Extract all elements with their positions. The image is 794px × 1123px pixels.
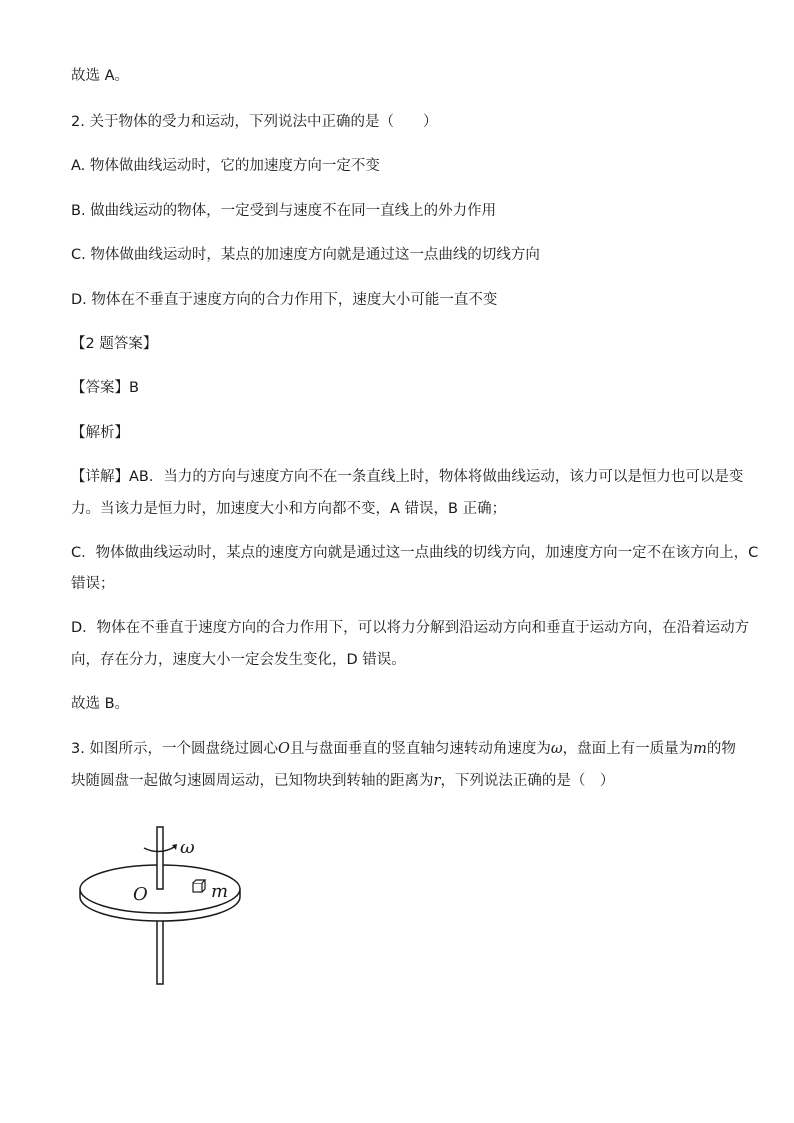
- q3-stem-line2: [71, 771, 614, 791]
- q3-stem-text: ，下列说法正确的是（ ）: [440, 773, 615, 789]
- q2-answer: 【答案】B: [71, 380, 139, 396]
- q2-answer-header: 【2 题答案】: [71, 336, 158, 352]
- q3-stem-text: 3. 如图所示，一个圆盘绕过圆心: [71, 741, 278, 757]
- q2-option-b: B. 做曲线运动的物体，一定受到与速度不在同一直线上的外力作用: [71, 203, 497, 219]
- q2-analysis-header: 【解析】: [71, 425, 129, 441]
- upper-axle: [157, 827, 163, 889]
- rotation-arrowhead-icon: [172, 844, 177, 850]
- q2-detail-c-line2: 错误；: [71, 576, 115, 592]
- q2-stem: 2. 关于物体的受力和运动，下列说法中正确的是（ ）: [71, 114, 438, 130]
- rotating-disk-figure: [70, 815, 250, 990]
- q2-option-a: A. 物体做曲线运动时，它的加速度方向一定不变: [71, 158, 380, 174]
- q2-option-d: D. 物体在不垂直于速度方向的合力作用下，速度大小可能一直不变: [71, 292, 498, 308]
- q3-stem-text: 的物: [706, 741, 736, 757]
- q2-detail-c-line1: C．物体做曲线运动时，某点的速度方向就是通过这一点曲线的切线方向，加速度方向一定不在该方向上，C: [71, 545, 759, 561]
- q3-radius-symbol: r: [433, 773, 441, 789]
- q3-stem-line1: [71, 739, 736, 759]
- center-label: O: [133, 884, 148, 905]
- q3-stem-text: ，盘面上有一质量为: [562, 741, 694, 757]
- q3-stem-text: 且与盘面垂直的竖直轴匀速转动角速度为: [289, 741, 551, 757]
- q3-center-symbol: O: [277, 741, 290, 757]
- lower-axle: [157, 912, 163, 984]
- q2-conclusion: 故选 B。: [71, 696, 130, 712]
- q2-option-c: C. 物体做曲线运动时，某点的加速度方向就是通过这一点曲线的切线方向: [71, 247, 540, 263]
- q2-detail-ab-line1: 【详解】AB．当力的方向与速度方向不在一条直线上时，物体将做曲线运动，该力可以是恒力也可以是变: [71, 469, 744, 485]
- q3-mass-symbol: m: [693, 741, 707, 757]
- q1-conclusion: 故选 A。: [71, 68, 130, 84]
- q3-omega-symbol: ω: [550, 741, 563, 757]
- omega-label: ω: [180, 837, 195, 858]
- q2-detail-d-line1: D．物体在不垂直于速度方向的合力作用下，可以将力分解到沿运动方向和垂直于运动方向，在沿着运动方: [71, 620, 750, 636]
- q2-detail-d-line2: 向，存在分力，速度大小一定会发生变化，D 错误。: [71, 652, 406, 668]
- q2-detail-ab-line2: 力。当该力是恒力时，加速度大小和方向都不变，A 错误，B 正确；: [71, 501, 507, 517]
- q3-stem-text: 块随圆盘一起做匀速圆周运动，已知物块到转轴的距离为: [71, 773, 434, 789]
- mass-label: m: [211, 881, 229, 902]
